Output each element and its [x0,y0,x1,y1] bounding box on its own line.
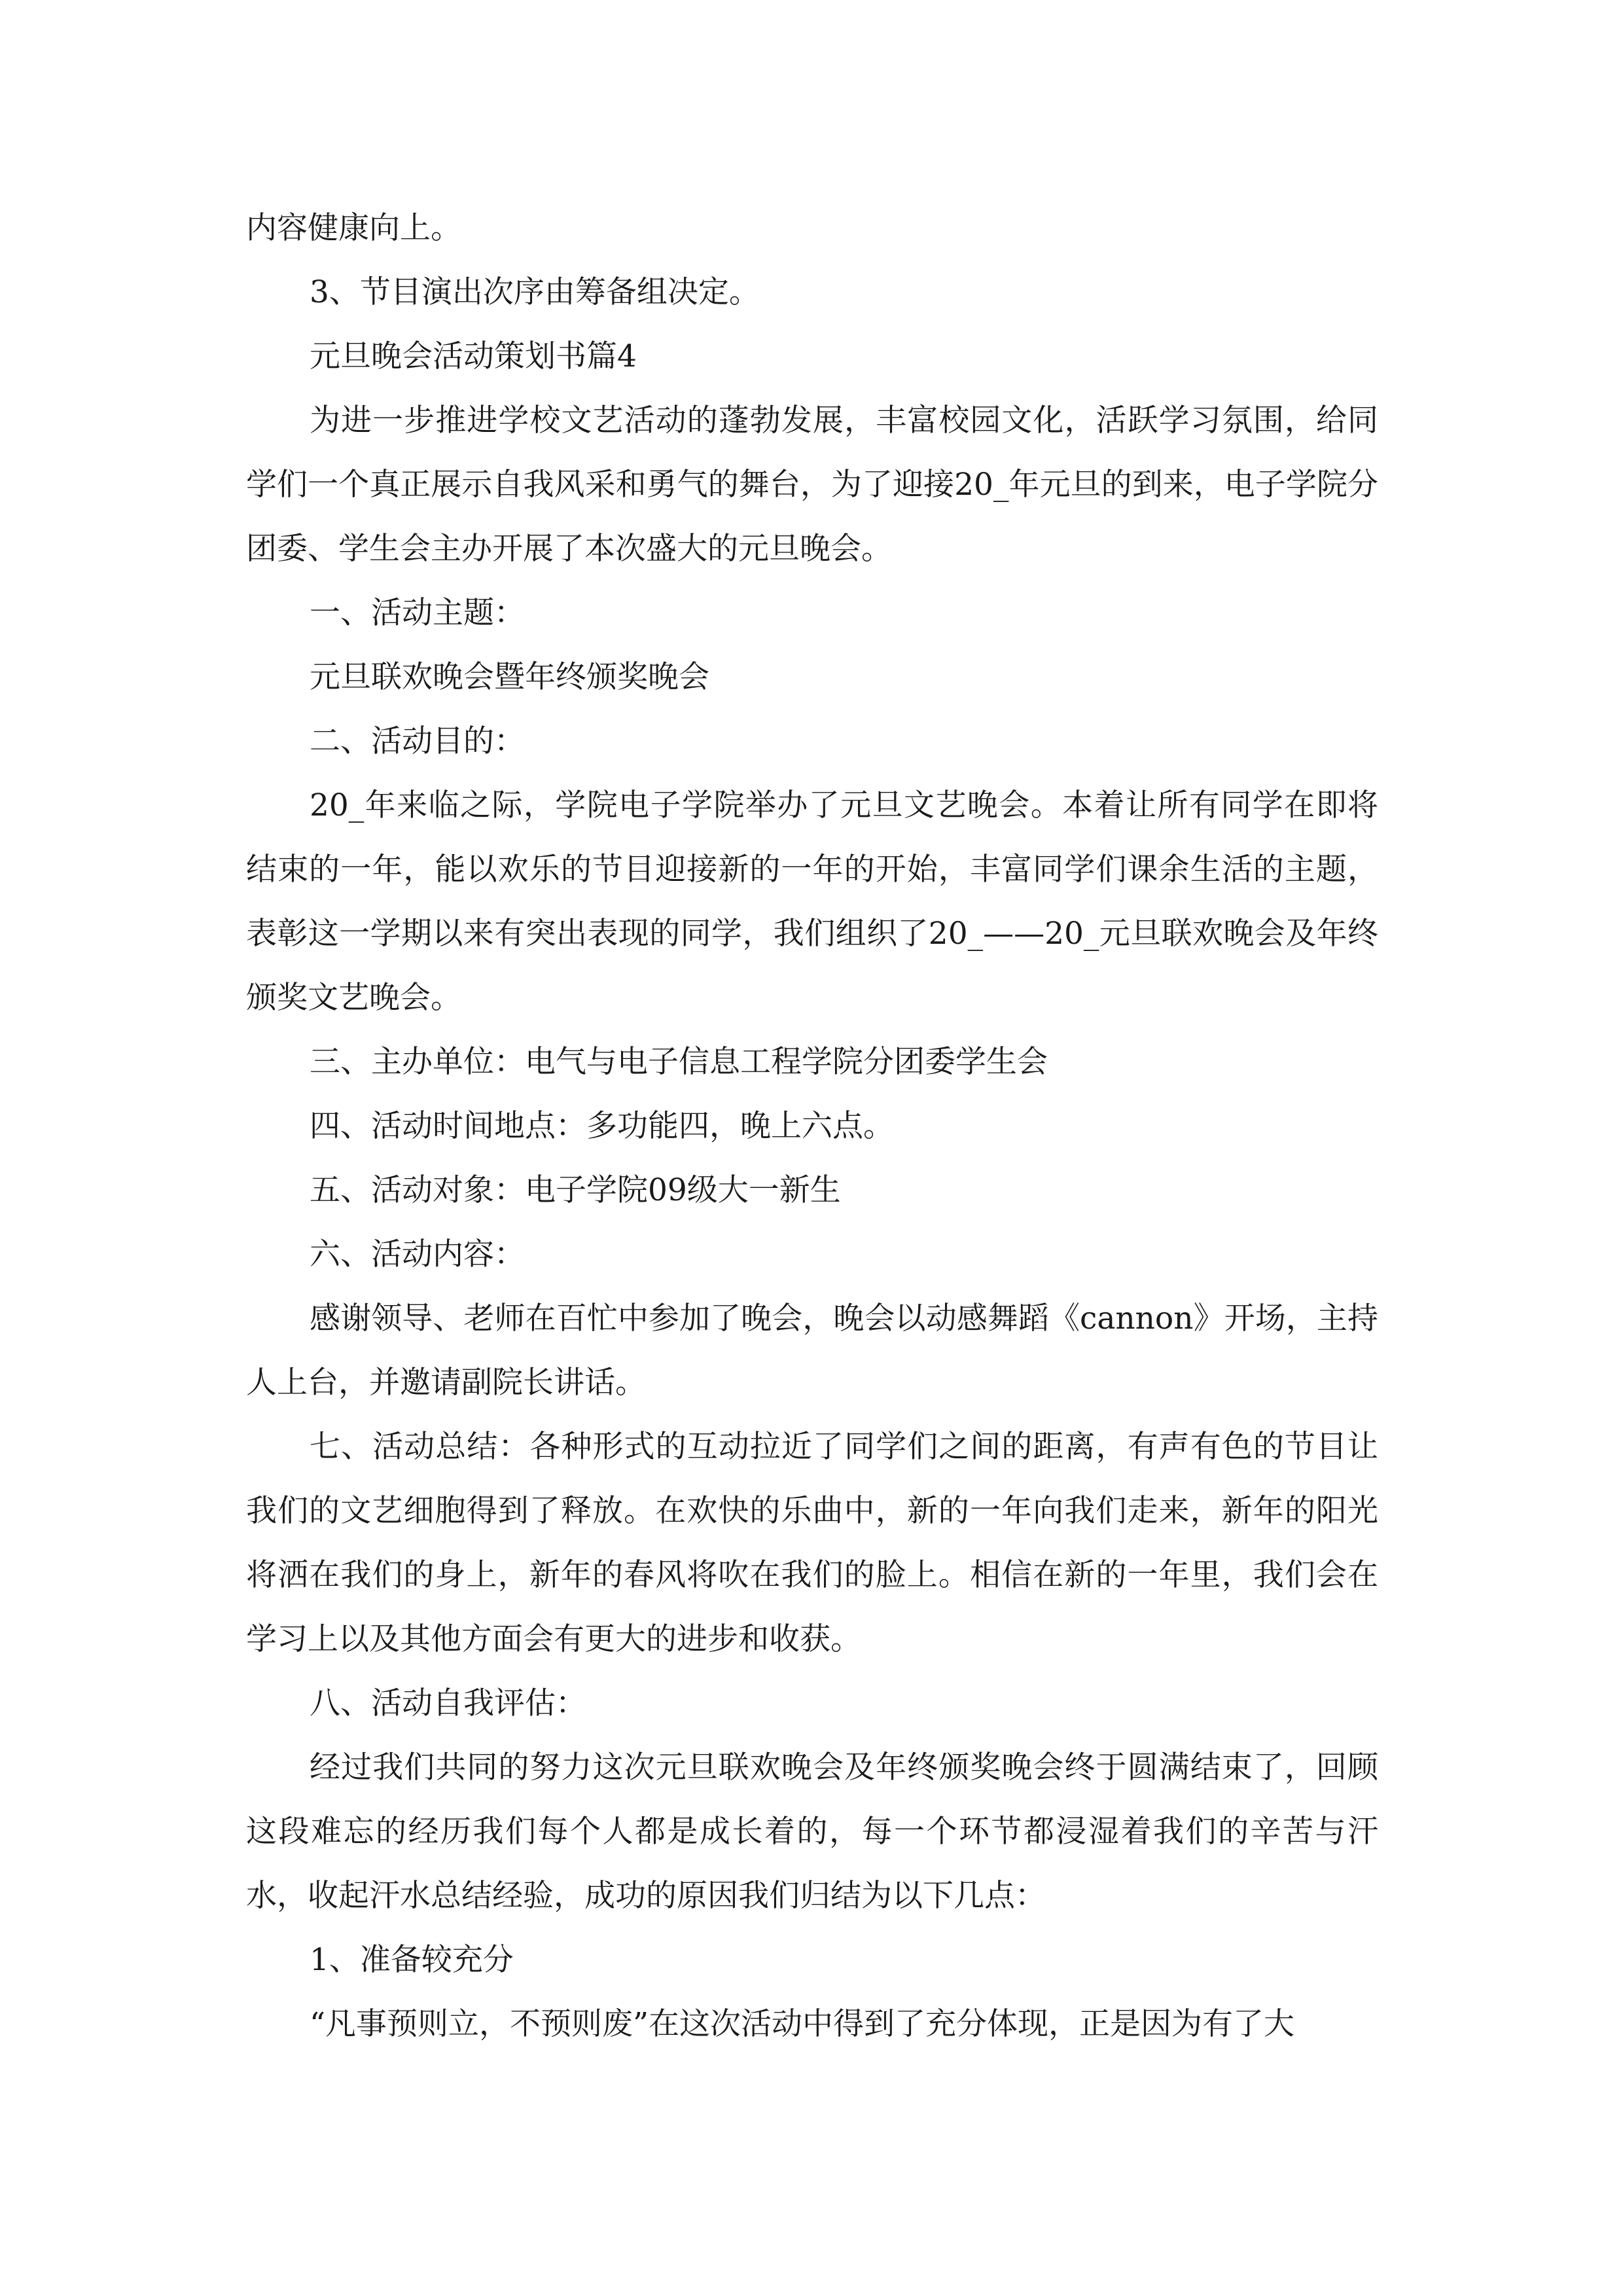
content-heading: 六、活动内容： [310,1236,525,1272]
summary-paragraph: 七、活动总结：各种形式的互动拉近了同学们之间的距离，有声有色的节目让我们的文艺细胞得到了释放。在欢快的乐曲中，新的一年向我们走来，新年的阳光将洒在我们的身上，新年的春风将吹在我们的脸上。相信在新的一年里，我们会在学习上以及其他方面会有更大的进步和收获。 [246,1429,1378,1657]
purpose-paragraph: 20_年来临之际，学院电子学院举办了元旦文艺晚会。本着让所有同学在即将结束的一年，能以欢乐的节目迎接新的一年的开始，丰富同学们课余生活的主题，表彰这一学期以来有突出表现的同学，我们组织了20_——20_元旦联欢晚会及年终颁奖文艺晚会。 [246,787,1378,1016]
intro-paragraph: 为进一步推进学校文艺活动的蓬勃发展，丰富校园文化，活跃学习氛围，给同学们一个真正展示自我风采和勇气的舞台，为了迎接20_年元旦的到来，电子学院分团委、学生会主办开展了本次盛大的元旦晚会。 [246,403,1378,567]
evaluation-heading: 八、活动自我评估： [310,1685,586,1721]
content-paragraph: 感谢领导、老师在百忙中参加了晚会，晚会以动感舞蹈《cannon》开场，主持人上台，并邀请副院长讲话。 [246,1300,1378,1401]
point-1-paragraph: “凡事预则立，不预则废”在这次活动中得到了充分体现，正是因为有了大 [310,2006,1295,2042]
section-title: 元旦晚会活动策划书篇4 [310,338,637,374]
time-place-line: 四、活动时间地点：多功能四，晚上六点。 [310,1108,894,1144]
point-1-heading: 1、准备较充分 [310,1942,514,1978]
audience-line: 五、活动对象：电子学院09级大一新生 [310,1172,841,1208]
document-page [246,196,1378,2056]
organizer-line: 三、主办单位：电气与电子信息工程学院分团委学生会 [310,1044,1048,1080]
theme-value: 元旦联欢晚会暨年终颁奖晚会 [310,659,709,695]
continuation-line: 内容健康向上。 [246,210,461,246]
theme-heading: 一、活动主题： [310,595,525,631]
purpose-heading: 二、活动目的： [310,723,525,759]
rule-item-3: 3、节目演出次序由筹备组决定。 [310,274,760,310]
evaluation-paragraph: 经过我们共同的努力这次元旦联欢晚会及年终颁奖晚会终于圆满结束了，回顾这段难忘的经历我们每个人都是成长着的，每一个环节都浸湿着我们的辛苦与汗水，收起汗水总结经验，成功的原因我们归结为以下几点： [246,1749,1378,1914]
